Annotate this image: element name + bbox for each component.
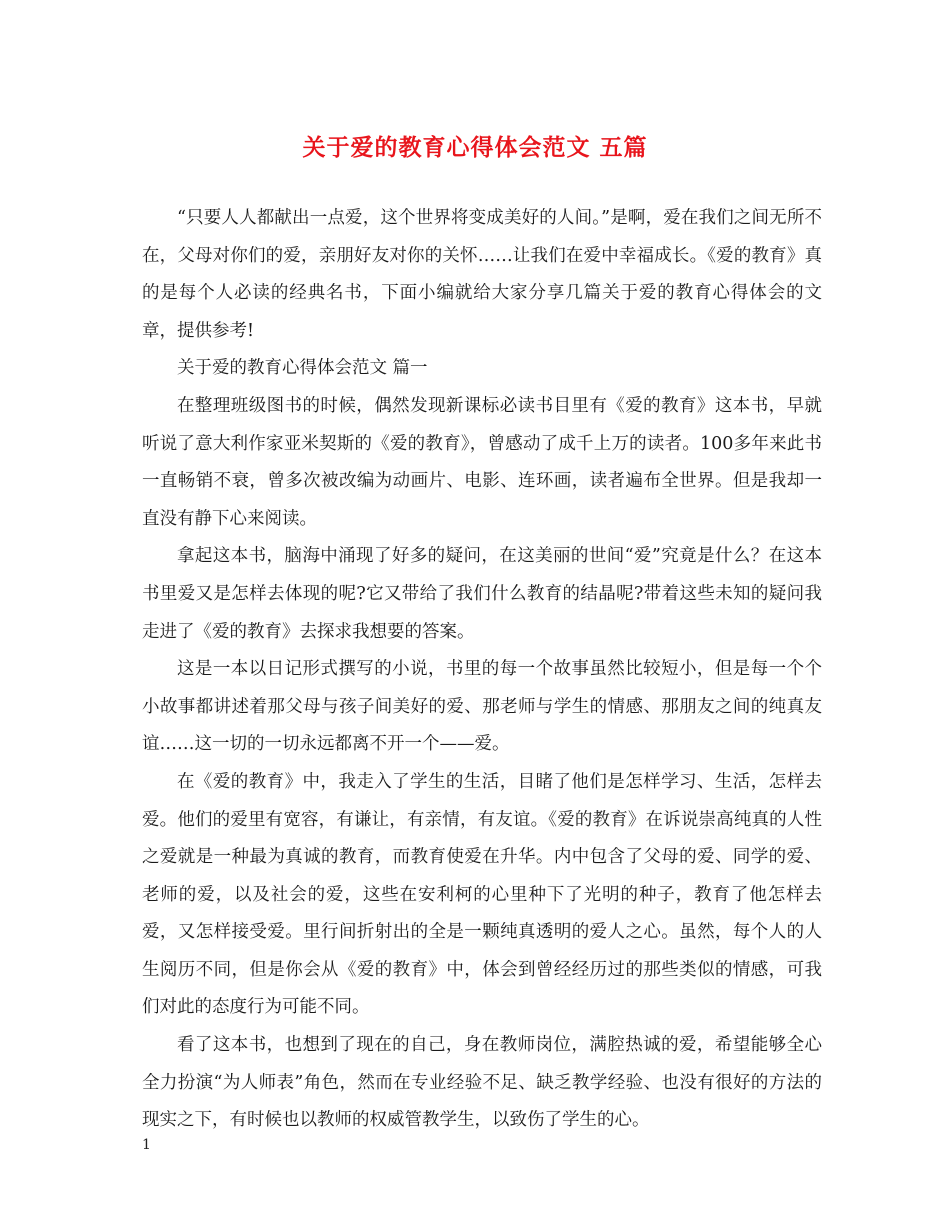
paragraph: 拿起这本书，脑海中涌现了好多的疑问，在这美丽的世间“爱”究竟是什么？在这本书里爱又是怎样去体现的呢?它又带给了我们什么教育的结晶呢?带着这些未知的疑问我走进了《爱的教育》去探求我想要的答案。 <box>142 546 822 642</box>
paragraph-intro: “只要人人都献出一点爱，这个世界将变成美好的人间。”是啊，爱在我们之间无所不在，父母对你们的爱，亲朋好友对你的关怀……让我们在爱中幸福成长。《爱的教育》真的是每个人必读的经典名书，下面小编就给大家分享几篇关于爱的教育心得体会的文章，提供参考! <box>142 208 822 341</box>
section-heading: 关于爱的教育心得体会范文 篇一 <box>177 358 428 379</box>
paragraph: 这是一本以日记形式撰写的小说，书里的每一个故事虽然比较短小，但是每一个个小故事都讲述着那父母与孩子间美好的爱、那老师与学生的情感、那朋友之间的纯真友谊……这一切的一切永远都离不开一个——爱。 <box>142 659 822 755</box>
paragraph: 看了这本书，也想到了现在的自己，身在教师岗位，满腔热诚的爱，希望能够全心全力扮演“为人师表”角色，然而在专业经验不足、缺乏教学经验、也没有很好的方法的现实之下，有时候也以教师的权威管教学生，以致伤了学生的心。 <box>142 1035 822 1131</box>
page-number: 1 <box>142 1137 151 1153</box>
paragraph: 在《爱的教育》中，我走入了学生的生活，目睹了他们是怎样学习、生活，怎样去爱。他们的爱里有宽容，有谦让，有亲情，有友谊。《爱的教育》在诉说崇高纯真的人性之爱就是一种最为真诚的教育，而教育使爱在升华。内中包含了父母的爱、同学的爱、老师的爱，以及社会的爱，这些在安利柯的心里种下了光明的种子，教育了他怎样去爱，又怎样接受爱。里行间折射出的全是一颗纯真透明的爱人之心。虽然，每个人的人生阅历不同，但是你会从《爱的教育》中，体会到曾经经历过的那些类似的情感，可我们对此的态度行为可能不同。 <box>142 771 822 1018</box>
document-body <box>142 200 822 1140</box>
document-title: 关于爱的教育心得体会范文 五篇 <box>302 135 648 161</box>
paragraph: 在整理班级图书的时候，偶然发现新课标必读书目里有《爱的教育》这本书，早就听说了意大利作家亚米契斯的《爱的教育》，曾感动了成千上万的读者。100多年来此书一直畅销不衰，曾多次被改编为动画片、电影、连环画，读者遍布全世界。但是我却一直没有静下心来阅读。 <box>142 395 822 529</box>
